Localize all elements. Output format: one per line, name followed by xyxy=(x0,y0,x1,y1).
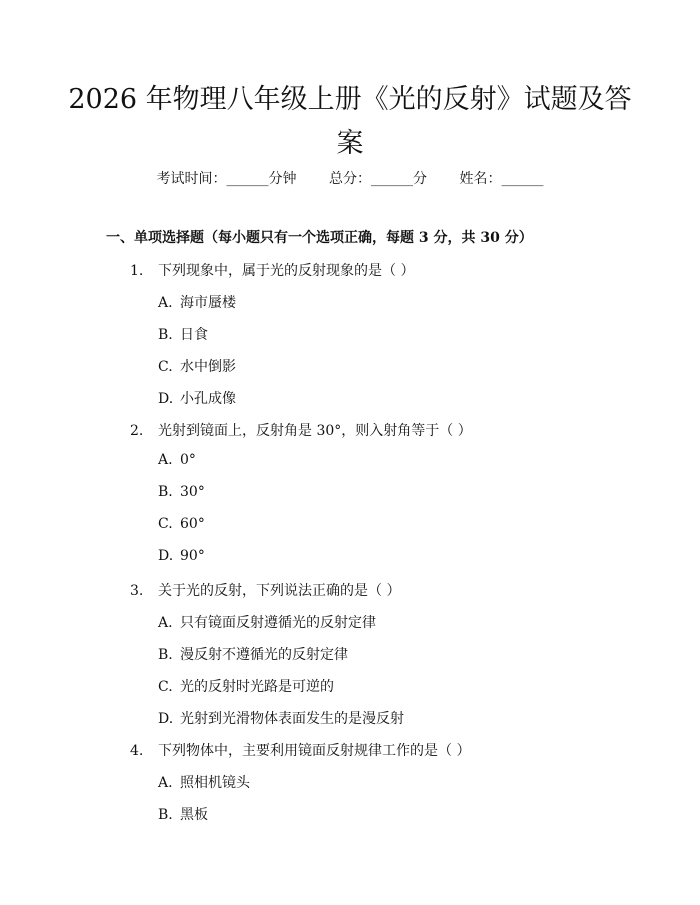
option-letter: D. xyxy=(158,548,174,564)
option-letter: A. xyxy=(158,615,173,631)
total-score-label: 总分：______分 xyxy=(329,171,427,187)
question-number: 3. xyxy=(130,583,144,599)
exam-meta xyxy=(0,168,700,188)
option-item xyxy=(158,548,205,564)
option-letter: A. xyxy=(158,295,173,311)
question-number: 2. xyxy=(130,423,144,439)
option-letter: C. xyxy=(158,516,173,532)
option-item xyxy=(158,804,208,824)
question xyxy=(130,740,470,760)
option-text: 黑板 xyxy=(180,807,208,823)
question-text: 下列物体中，主要利用镜面反射规律工作的是（ ） xyxy=(158,743,471,759)
option-text: 漫反射不遵循光的反射定律 xyxy=(180,647,348,663)
option-letter: A. xyxy=(158,452,173,468)
option-item xyxy=(158,612,376,632)
question-text: 关于光的反射，下列说法正确的是（ ） xyxy=(158,583,401,599)
question xyxy=(130,420,472,440)
option-text: 60° xyxy=(180,516,205,532)
option-text: 30° xyxy=(180,484,205,500)
option-item xyxy=(158,356,236,376)
question-text: 下列现象中，属于光的反射现象的是（ ） xyxy=(158,263,415,279)
option-letter: A. xyxy=(158,775,173,791)
option-letter: D. xyxy=(158,711,174,727)
option-text: 日食 xyxy=(180,327,208,343)
option-text: 0° xyxy=(180,452,196,468)
option-item xyxy=(158,292,236,312)
option-item xyxy=(158,772,250,792)
question-number: 1. xyxy=(130,263,144,279)
option-item xyxy=(158,324,208,344)
option-item xyxy=(158,676,334,696)
option-item xyxy=(158,708,404,728)
exam-time-label: 考试时间：______分钟 xyxy=(156,171,297,187)
option-text: 海市蜃楼 xyxy=(180,295,236,311)
student-name-label: 姓名：______ xyxy=(459,171,544,187)
option-item xyxy=(158,644,348,664)
option-item xyxy=(158,388,236,408)
option-letter: D. xyxy=(158,391,174,407)
option-text: 90° xyxy=(180,548,205,564)
question-number: 4. xyxy=(130,743,144,759)
question xyxy=(130,580,400,600)
option-letter: C. xyxy=(158,359,173,375)
option-letter: B. xyxy=(158,647,173,663)
option-text: 光的反射时光路是可逆的 xyxy=(180,679,334,695)
document-title: 2026 年物理八年级上册《光的反射》试题及答案 xyxy=(68,84,632,159)
question xyxy=(130,260,414,280)
option-letter: B. xyxy=(158,327,173,343)
option-item xyxy=(158,452,196,468)
option-text: 小孔成像 xyxy=(180,391,236,407)
section-heading: 一、单项选择题（每小题只有一个选项正确，每题 3 分，共 30 分） xyxy=(106,230,533,246)
option-item xyxy=(158,484,205,500)
option-text: 照相机镜头 xyxy=(180,775,250,791)
question-text: 光射到镜面上，反射角是 30°，则入射角等于（ ） xyxy=(158,423,472,439)
option-letter: C. xyxy=(158,679,173,695)
option-text: 水中倒影 xyxy=(180,359,236,375)
option-letter: B. xyxy=(158,807,173,823)
option-text: 光射到光滑物体表面发生的是漫反射 xyxy=(180,711,404,727)
option-text: 只有镜面反射遵循光的反射定律 xyxy=(180,615,376,631)
option-item xyxy=(158,516,205,532)
option-letter: B. xyxy=(158,484,173,500)
